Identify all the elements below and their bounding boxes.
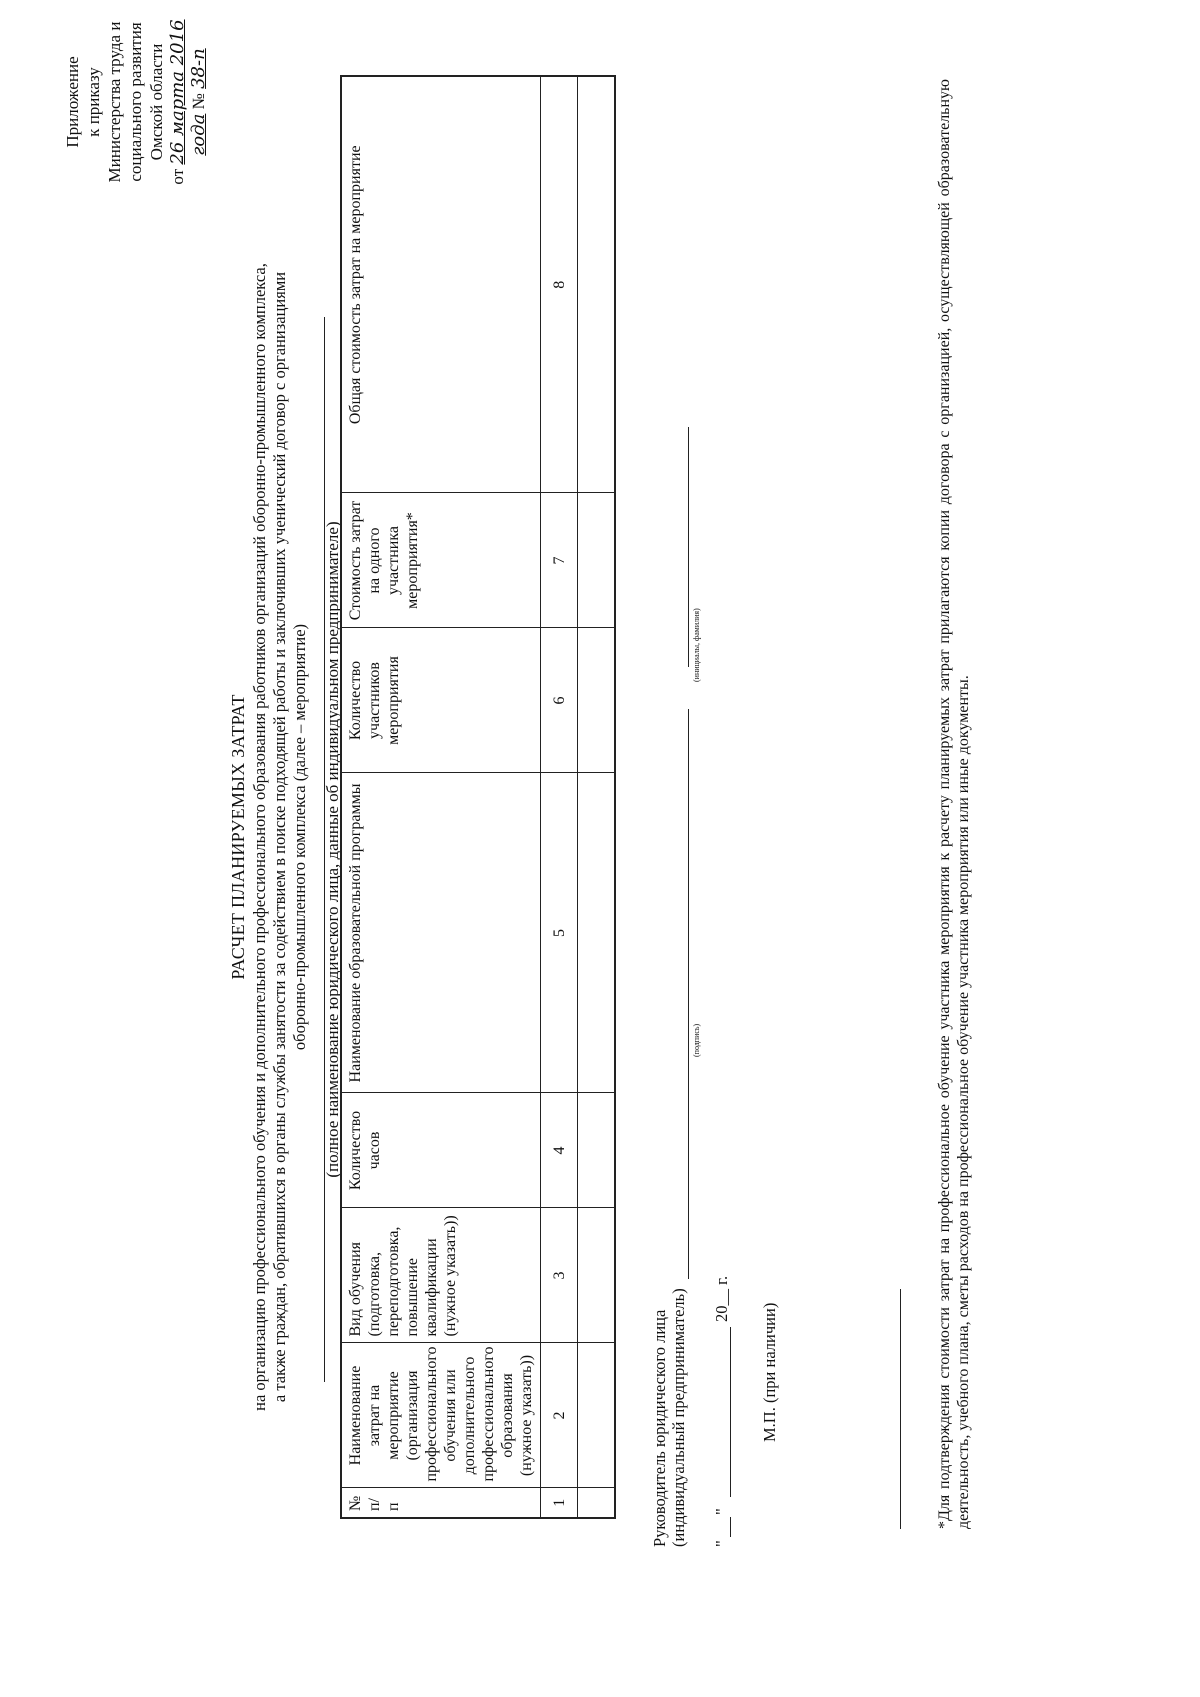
month-line: [730, 1327, 731, 1497]
page-title: РАСЧЕТ ПЛАНИРУЕМЫХ ЗАТРАТ: [228, 694, 248, 980]
title-description: [250, 97, 310, 1577]
header-number: № п/п: [341, 1488, 541, 1518]
appendix-block: [62, 17, 209, 187]
organization-name-caption: (полное наименование юридического лица, данные об индивидуальном предпринимателе): [323, 521, 342, 1178]
title-line-1: на организацию профессионального обучения и дополнительного профессионального образования работников организаций оборонно-промышленного комплекса,: [250, 263, 269, 1411]
header-program-name: Наименование образовательной программы: [341, 773, 541, 1093]
date-open-quote: ": [712, 1540, 731, 1547]
table-cell: [578, 1343, 616, 1488]
date-prefix: от: [168, 168, 187, 185]
stamp-label: М.П. (при наличии): [760, 1302, 779, 1442]
name-line: [688, 427, 689, 667]
handwritten-number: 38-п: [188, 48, 209, 89]
table-cell: 8: [541, 76, 578, 493]
table-cell: 6: [541, 628, 578, 773]
header-participants: Количество участников мероприятия: [341, 628, 541, 773]
signature-line: [688, 709, 689, 1279]
number-prefix: №: [189, 93, 208, 110]
table-row: [578, 76, 616, 1518]
table-cell: 1: [541, 1488, 578, 1518]
footnote-separator: [900, 1289, 901, 1529]
head-of-entity-line2: (индивидуальный предприниматель): [669, 1288, 688, 1547]
year-label: 20__ г.: [712, 1275, 731, 1322]
table-cell: 7: [541, 493, 578, 628]
appendix-date-number: [167, 17, 209, 187]
appendix-order-line: к приказу Министерства труда и: [84, 21, 124, 183]
table-cell: [578, 1093, 616, 1208]
table-cell: [578, 628, 616, 773]
name-caption: (инициалы, фамилия): [692, 608, 701, 682]
table-cell: [578, 76, 616, 493]
table-cell: 4: [541, 1093, 578, 1208]
signature-caption: (подпись): [692, 1023, 701, 1057]
footnote-text: *Для подтверждения стоимости затрат на профессиональное обучение участника мероприятия к расчету планируемых затрат прилагаются копии договора с организацией, осуществляющей образовательную деятельность, учебного плана, сметы расходов на профессиональное обучение участника мероприятия или иные документы.: [936, 79, 972, 1529]
table-cell: 5: [541, 773, 578, 1093]
header-cost-per-participant: Стоимость затрат на одного участника мероприятия*: [341, 493, 541, 628]
table-cell: 2: [541, 1343, 578, 1488]
header-cost-name: Наименование затрат на мероприятие (организация профессионального обучения или дополнительного профессионального образования (нужное указать)): [341, 1343, 541, 1488]
day-line: [730, 1517, 731, 1537]
date-close-quote: ": [712, 1508, 731, 1515]
table-row: [541, 76, 578, 1518]
title-line-2: а также граждан, обратившихся в органы службы занятости за содействием в поиске подходящей работы и заключивших ученический договор с организациями: [270, 271, 289, 1403]
appendix-ministry-line: социального развития Омской области: [126, 22, 166, 182]
header-hours: Количество часов: [341, 1093, 541, 1208]
table-cell: 3: [541, 1208, 578, 1343]
table-cell: [578, 493, 616, 628]
title-line-3: оборонно-промышленного комплекса (далее – мероприятие): [290, 623, 309, 1051]
handwritten-date: 26 марта 2016 года: [167, 19, 209, 165]
table-header-row: [341, 76, 541, 1518]
head-of-entity-line1: Руководитель юридического лица: [650, 1309, 669, 1547]
table-cell: [578, 1208, 616, 1343]
header-total-cost: Общая стоимость затрат на мероприятие: [341, 76, 541, 493]
appendix-label: Приложение: [63, 56, 82, 148]
table-cell: [578, 773, 616, 1093]
cost-table: [340, 75, 616, 1519]
header-training-type: Вид обучения (подготовка, переподготовка, повышение квалификации (нужное указать)): [341, 1208, 541, 1343]
table-cell: [578, 1488, 616, 1518]
